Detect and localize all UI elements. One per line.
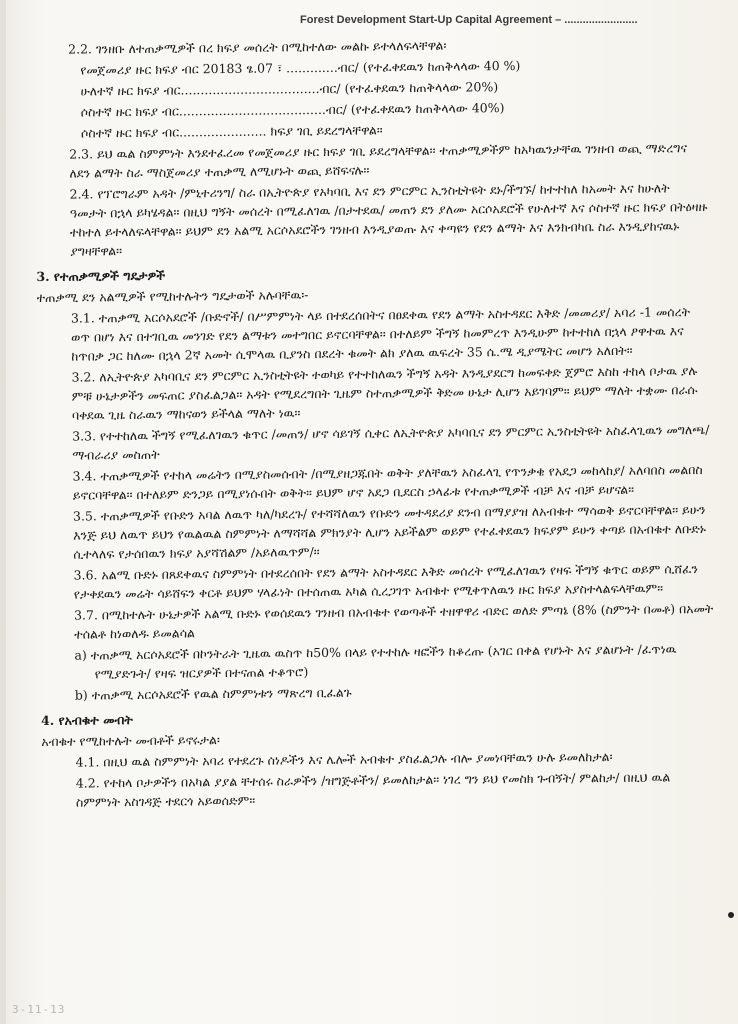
document-body <box>34 33 716 814</box>
scan-edge <box>0 0 6 1024</box>
clause-paragraph: 3.5. ተጠቃሚዎች የቡድን አባል ለዉጥ ካለ/ካደረጉ/ የተሻሻለዉን የቡድን መተዳደሪያ ደንብ በማያያዝ ለአብቁተ ማሳወቅ ይኖርባቸዋል፡፡ ይሁን እንጅ ይህ ለዉጥ ይህን የዉልዉል ስምምነት ለማሻሻል ምክንያት ሊሆን አይችልም ወይም የተፈቀደዉን ክፍያም ይሁን ቀጣይ በአብቁተ ለቡድኑ ሲተላለፍ የታሰበዉን ክፍያ አያሻሽልም /አይለዉጥም/፡፡ <box>72 501 706 562</box>
clause-paragraph: 4.1. በዚህ ዉል ስምምነት አባሪ የተደረጉ ሰነዶችን እና ሌሎች አብቁተ ያስፈልጋሉ ብሎ ያመነባቸዉን ሁሉ ይመለከታል፡ <box>75 748 613 770</box>
clause-paragraph: ሶስተኛ ዙር ክፍያ ብር.....................................ብር/ (የተፈቀደዉን ከጠቅላላው 40%) <box>80 100 505 120</box>
faded-margin-note: 3-11-13 <box>12 1003 66 1016</box>
page-header: Forest Development Start-Up Capital Agreement – ........................ <box>300 14 638 26</box>
clause-paragraph: 2.4. የፕሮግራም አዳት /ምኒተሪንግ/ ስራ በኢትዮጵያ የአካባቢ እና ደን ምርምር ኢንስቲትዩት ደኑ/ችግኙ/ ከተተከለ ከአመት እና ከሁለት ዓመታት በኋላ ይካሄዳል፡፡ በዚህ ግኝት መሰረት በሚፈለገዉ /በታተደዉ/ መጠን ደን ያለሙ አርሶአደሮች የሁለተኛ እና ሶስተኛ ዙር ክፍያ በትዕዛዙ ተከተለ ይተላለፍላቸዋል፡፡ ይህም ደን አልሚ አርሶአደሮችን ገንዘብ እንዲያወጡ እና ቀጣዩን የደን ልማት እና እንክብካቤ ስራ እንዲያከናዉኑ ያግዛቸዋል፡፡ <box>69 180 708 259</box>
section-heading: 3. የተጠቃሚዎች ግዴታዎች <box>36 267 166 284</box>
clause-paragraph: a) ተጠቃሚ አርሶአደሮች በኮንትራት ጊዜዉ ዉስጥ ከ50% በላይ የተተከሉ ዛፎችን ከቆረጡ (አገር በቀል የሆኑት እና ያልሆኑት /ፈጥነዉ የሚያድጉት/ የዛፍ ዝርያዎች በተናጠል ተቆጥሮ) <box>74 641 677 682</box>
clause-paragraph: ሶስተኛ ዙር ክፍያ ብር...................... ክፍያ ገቢ ይደረግላቸዋል፡፡ <box>80 122 383 141</box>
clause-paragraph: 3.4. ተጠቃሚዎች የተከላ መሬትን በሚያስመሰብት /በሚያዘጋጁበት ወቅት ያለቸዉን አስፈላጊ የጥንቃቄ የአደጋ መከላከያ/ አለባበስ መልበስ ይኖርባቸዋል፡፡ በተለይም ድንጋይ በሚያነሱበት ወቅት፡፡ ይህም ሆኖ አደጋ ቢደርስ ኃላፊቱ የተጠቃሚዎች ብቻ እና ብቻ ይሆናል፡፡ <box>72 462 703 503</box>
section-heading: 4. የአብቁተ መብት <box>41 712 133 728</box>
clause-paragraph: 2.2. ገንዘቡ ለተጠቃሚዎች በረ ክፍያ መሰረት በሚከተለው መልኩ ይተላለፍላቸዋል፡ <box>68 37 447 57</box>
clause-paragraph: 3.7. በሚከተሉት ሁኔታዎች አልሚ ቡድኑ የወሰደዉን ገንዘብ በአብቁተ የወጣቶች ተዘዋዋሪ ብድር ወለድ ምጣኔ (8% (ስምንት በመቶ) በአመት ተሰልቶ ከነወለዱ ይመልሳል <box>73 600 714 642</box>
clause-paragraph: 3.6. አልሚ ቡድኑ በጸደቀዉና ስምምነት በተደረሰበት የደን ልማት አስተዳደር እቅድ መሰረት የሚፈለገዉን የዛፍ ችግኝ ቁጥር ወይም ሲሸፈን የታቀደዉን መሬት ሳይሸፍን ቀርቶ ይህም ሃላፊነት በተሰጠዉ አካል ሲረጋገጥ አብቁተ የሚቀጥለዉን ዙር ክፍያ አያስተላልፍላቸዉም፡፡ <box>73 561 699 602</box>
clause-paragraph: 2.3. ይህ ዉል ስምምነት እንደተፈረመ የመጀመሪያ ዙር ክፍያ ገቢ ይደረግላቸዋል፡፡ ተጠቃሚዎችም ከአካዉንታቸዉ ገንዘብ ወጪ ማድረግና ለደን ልማት ስራ ማስጀመሪያ ተጠቃሚ ለሚሆኑት ወጪ ይሸፍናሉ፡፡ <box>69 140 688 181</box>
clause-paragraph: ተጠቃሚ ደን አልሚዎች የሚከተሉትን ግዴታወች አሉባቸዉ፡- <box>36 287 309 305</box>
clause-paragraph: የመጀመሪያ ዙር ክፍያ ብር 20183 ፄ.07 ፣ .............ብር/ (የተፈቀደዉን ከጠቅላላው 40 %) <box>80 57 521 78</box>
clause-paragraph: ሁለተኛ ዙር ክፍያ ብር...................................ብር/ (የተፈቀደዉን ከጠቅላላው 20%) <box>80 79 499 99</box>
clause-paragraph: 3.2. ለኢትዮጵያ አካባቢና ደን ምርምር ኢንስቲትዩት ተወካይ የተተከለዉን ችግኝ አዳት እንዲያደርግ ከመፍቀድ ጀምሮ እስከ ተከላ ቦታዉ ያሉ ምቹ ሁኔታዎችን መፍጠር ያስፈልጋል፡፡ አዳት የሚደረግበት ጊዜም ስተጠቃሚዎች ቅድመ ሁኔታ ሊሆን አይገባም፡፡ ይህም ማለት ተቋሙ በራሱ ባቀደዉ ጊዜ ስራዉን ማከናወን ይችላል ማለት ነዉ፡፡ <box>71 363 698 423</box>
clause-paragraph: አብቁተ የሚከተሉት መብቶች ይኖሩታል፡ <box>41 732 220 749</box>
clause-paragraph: b) ተጠቃሚ አርሶአደሮች የዉል ስምምነቱን ማጽረግ ቢፈልጉ <box>74 684 352 703</box>
ink-dot <box>728 912 734 918</box>
clause-paragraph: 3.3. የተተከለዉ ችግኝ የሚፈለገዉን ቁጥር /መጠን/ ሆኖ ሳይገኝ ሲቀር ለኢትዮጵያ አካባቢና ደን ምርምር ኢንስቲትዩት አስፈላጊዉን መግለጫ/ማብራሪያ መስጠት <box>72 421 710 463</box>
clause-paragraph: 3.1. ተጠቃሚ አርሶአደሮች /ቡድኖች/ በሥምምነት ላይ በተደረሰበትና በፀደቀዉ የደን ልማት አስተዳደር እቅድ /መመሪያ/ አባሪ -1 መሰረት ወጥ በሆነ እና በተገቢዉ መንገድ የደን ልማቱን መተግበር ይኖርባቸዋል፡፡ በተለይም ችግኝ ከመምረጥ እንዲሁም ከተተከለ በኋላ ፆዋተዉ እና ከጥበቃ ጋር ከለሙ በኋላ 2ኛ አመት ሲሞላዉ ቢያንስ በደረት ቁመት ልክ ያለዉ ዉፍረት 35 ሴ.ሜ ዲያሜትር መሆን አለበት፡፡ <box>70 304 691 364</box>
clause-paragraph: 4.2. የተከላ ቦታዎችን በአካል ያያል ቸተሰሩ ስራዎችን /ዝግጅቶችን/ ይመለከታል፡፡ ነገረ ግን ይህ የመስክ ጉብኝት/ ምልከታ/ በዚህ ዉል ስምምነት አስገዳጅ ተደርጎ አይወሰድም፡፡ <box>75 769 671 810</box>
